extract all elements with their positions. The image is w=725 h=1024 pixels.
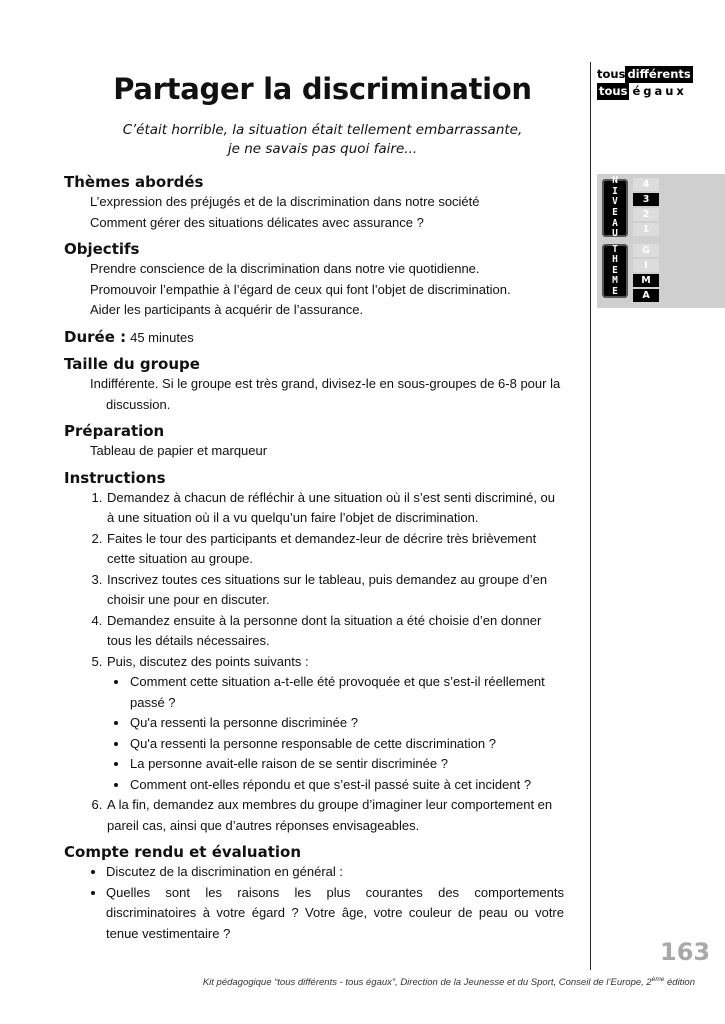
niveau-letter: I bbox=[612, 185, 618, 197]
section-heading: Instructions bbox=[64, 468, 166, 487]
instruction-step-text: Puis, discutez des points suivants : bbox=[107, 653, 309, 669]
evaluation-item: • Quelles sont les raisons les plus courantes des comportements discriminatoires à votre égard ? Votre âge, votre couleur de peau ou votre tenue vestimentaire ? bbox=[106, 883, 564, 945]
brand-word: tous bbox=[597, 67, 626, 81]
subtitle-quote bbox=[0, 121, 645, 159]
section-heading: Objectifs bbox=[64, 240, 140, 258]
instruction-step: 6. A la fin, demandez aux membres du groupe d’imaginer leur comportement en pareil cas, ainsi que d’autres réponses envisageables. bbox=[106, 795, 564, 836]
niveau-letter: A bbox=[612, 217, 618, 229]
footer-tail: édition bbox=[664, 977, 695, 989]
subtitle-line: je ne savais pas quoi faire... bbox=[227, 141, 418, 157]
discussion-point: • Comment cette situation a-t-elle été provoquée et que s’est-il réellement passé ? bbox=[129, 672, 564, 713]
theme-letter: E bbox=[612, 285, 618, 297]
niveau-cell-selected: 3 bbox=[633, 193, 659, 206]
themes-item: Comment gérer des situations délicates avec assurance ? bbox=[90, 214, 424, 230]
section-heading: Durée : bbox=[64, 327, 127, 346]
section-heading: Préparation bbox=[64, 422, 165, 440]
preparation-text: Tableau de papier et marqueur bbox=[90, 443, 268, 458]
theme-cells bbox=[633, 244, 659, 304]
evaluation-item: • Discutez de la discrimination en général : bbox=[106, 862, 564, 883]
theme-letter: E bbox=[612, 264, 618, 276]
section-heading: Thèmes abordés bbox=[64, 173, 204, 191]
objectifs-item: Prendre conscience de la discrimination dans notre vie quotidienne. bbox=[90, 261, 480, 276]
theme-cell-selected: M bbox=[633, 274, 659, 287]
theme-cell-selected: A bbox=[633, 289, 659, 302]
instruction-step: 1. Demandez à chacun de réfléchir à une situation où il s’est senti discriminé, ou à une situation où il a vu quelqu’un faire l’objet de discrimination. bbox=[106, 488, 564, 529]
niveau-tag bbox=[602, 175, 628, 240]
discussion-point: • Comment ont-elles répondu et que s’est-il passé suite à cet incident ? bbox=[129, 775, 564, 796]
objectifs-item: Promouvoir l’empathie à l’égard de ceux qui font l’objet de discrimination. bbox=[90, 281, 511, 297]
theme-letter: T bbox=[612, 243, 618, 255]
compte-rendu-section bbox=[64, 842, 564, 944]
niveau-cell: 1 bbox=[633, 223, 659, 236]
instruction-step: 4. Demandez ensuite à la personne dont la situation a été choisie d’en donner tous les détails nécessaires. bbox=[106, 611, 564, 652]
niveau-letter: U bbox=[612, 228, 618, 240]
themes-item: L’expression des préjugés et de la discrimination dans notre société bbox=[90, 194, 480, 209]
instructions-section bbox=[64, 468, 564, 837]
niveau-letter: V bbox=[612, 196, 618, 208]
footer-citation bbox=[203, 976, 695, 988]
brand-word-inverted: différents bbox=[627, 67, 691, 81]
theme-letter: M bbox=[612, 275, 618, 287]
section-heading: Compte rendu et évaluation bbox=[64, 843, 302, 861]
instruction-step bbox=[106, 652, 564, 796]
discussion-point: • La personne avait-elle raison de se sentir discriminée ? bbox=[129, 754, 564, 775]
section-heading: Taille du groupe bbox=[64, 355, 200, 373]
theme-letter: H bbox=[612, 254, 618, 266]
vertical-rule bbox=[590, 62, 591, 970]
theme-cell: G bbox=[633, 244, 659, 257]
discussion-point: • Qu'a ressenti la personne discriminée ? bbox=[129, 713, 564, 734]
discussion-point: • Qu'a ressenti la personne responsable de cette discrimination ? bbox=[129, 734, 564, 755]
subtitle-line: C’était horrible, la situation était tellement embarrassante, bbox=[122, 122, 523, 138]
taille-text: Indifférente. Si le groupe est très grand, divisez-le en sous-groupes de 6-8 pour la discussion. bbox=[90, 376, 561, 412]
footer-text: Kit pédagogique “tous différents - tous égaux”, Direction de la Jeunesse et du Sport, Conseil de l’Europe, 2 bbox=[202, 977, 652, 989]
footer-sup: ème bbox=[651, 976, 665, 983]
page-title: Partager la discrimination bbox=[113, 72, 532, 106]
instruction-step: 3. Inscrivez toutes ces situations sur le tableau, puis demandez au groupe d’en choisir une pour en discuter. bbox=[106, 570, 564, 611]
niveau-cells bbox=[633, 178, 659, 238]
theme-cell: I bbox=[633, 259, 659, 272]
instruction-step: 2. Faites le tour des participants et demandez-leur de décrire très brièvement cette situation au groupe. bbox=[106, 529, 564, 570]
page-number: 163 bbox=[660, 938, 711, 966]
taille-section bbox=[64, 354, 564, 415]
themes-section bbox=[64, 172, 564, 233]
theme-tag bbox=[602, 244, 628, 298]
niveau-cell: 4 bbox=[633, 178, 659, 191]
objectifs-item: Aider les participants à acquérir de l’assurance. bbox=[90, 302, 364, 317]
niveau-cell: 2 bbox=[633, 208, 659, 221]
activity-content bbox=[64, 172, 564, 950]
duree-section bbox=[64, 327, 564, 349]
niveau-letter: E bbox=[612, 207, 618, 218]
niveau-letter: N bbox=[612, 175, 618, 187]
brand-word-inverted: tous bbox=[599, 84, 628, 98]
objectifs-section bbox=[64, 239, 564, 321]
preparation-section bbox=[64, 421, 564, 462]
brand-word: égaux bbox=[632, 84, 687, 98]
duree-value: 45 minutes bbox=[130, 329, 194, 345]
